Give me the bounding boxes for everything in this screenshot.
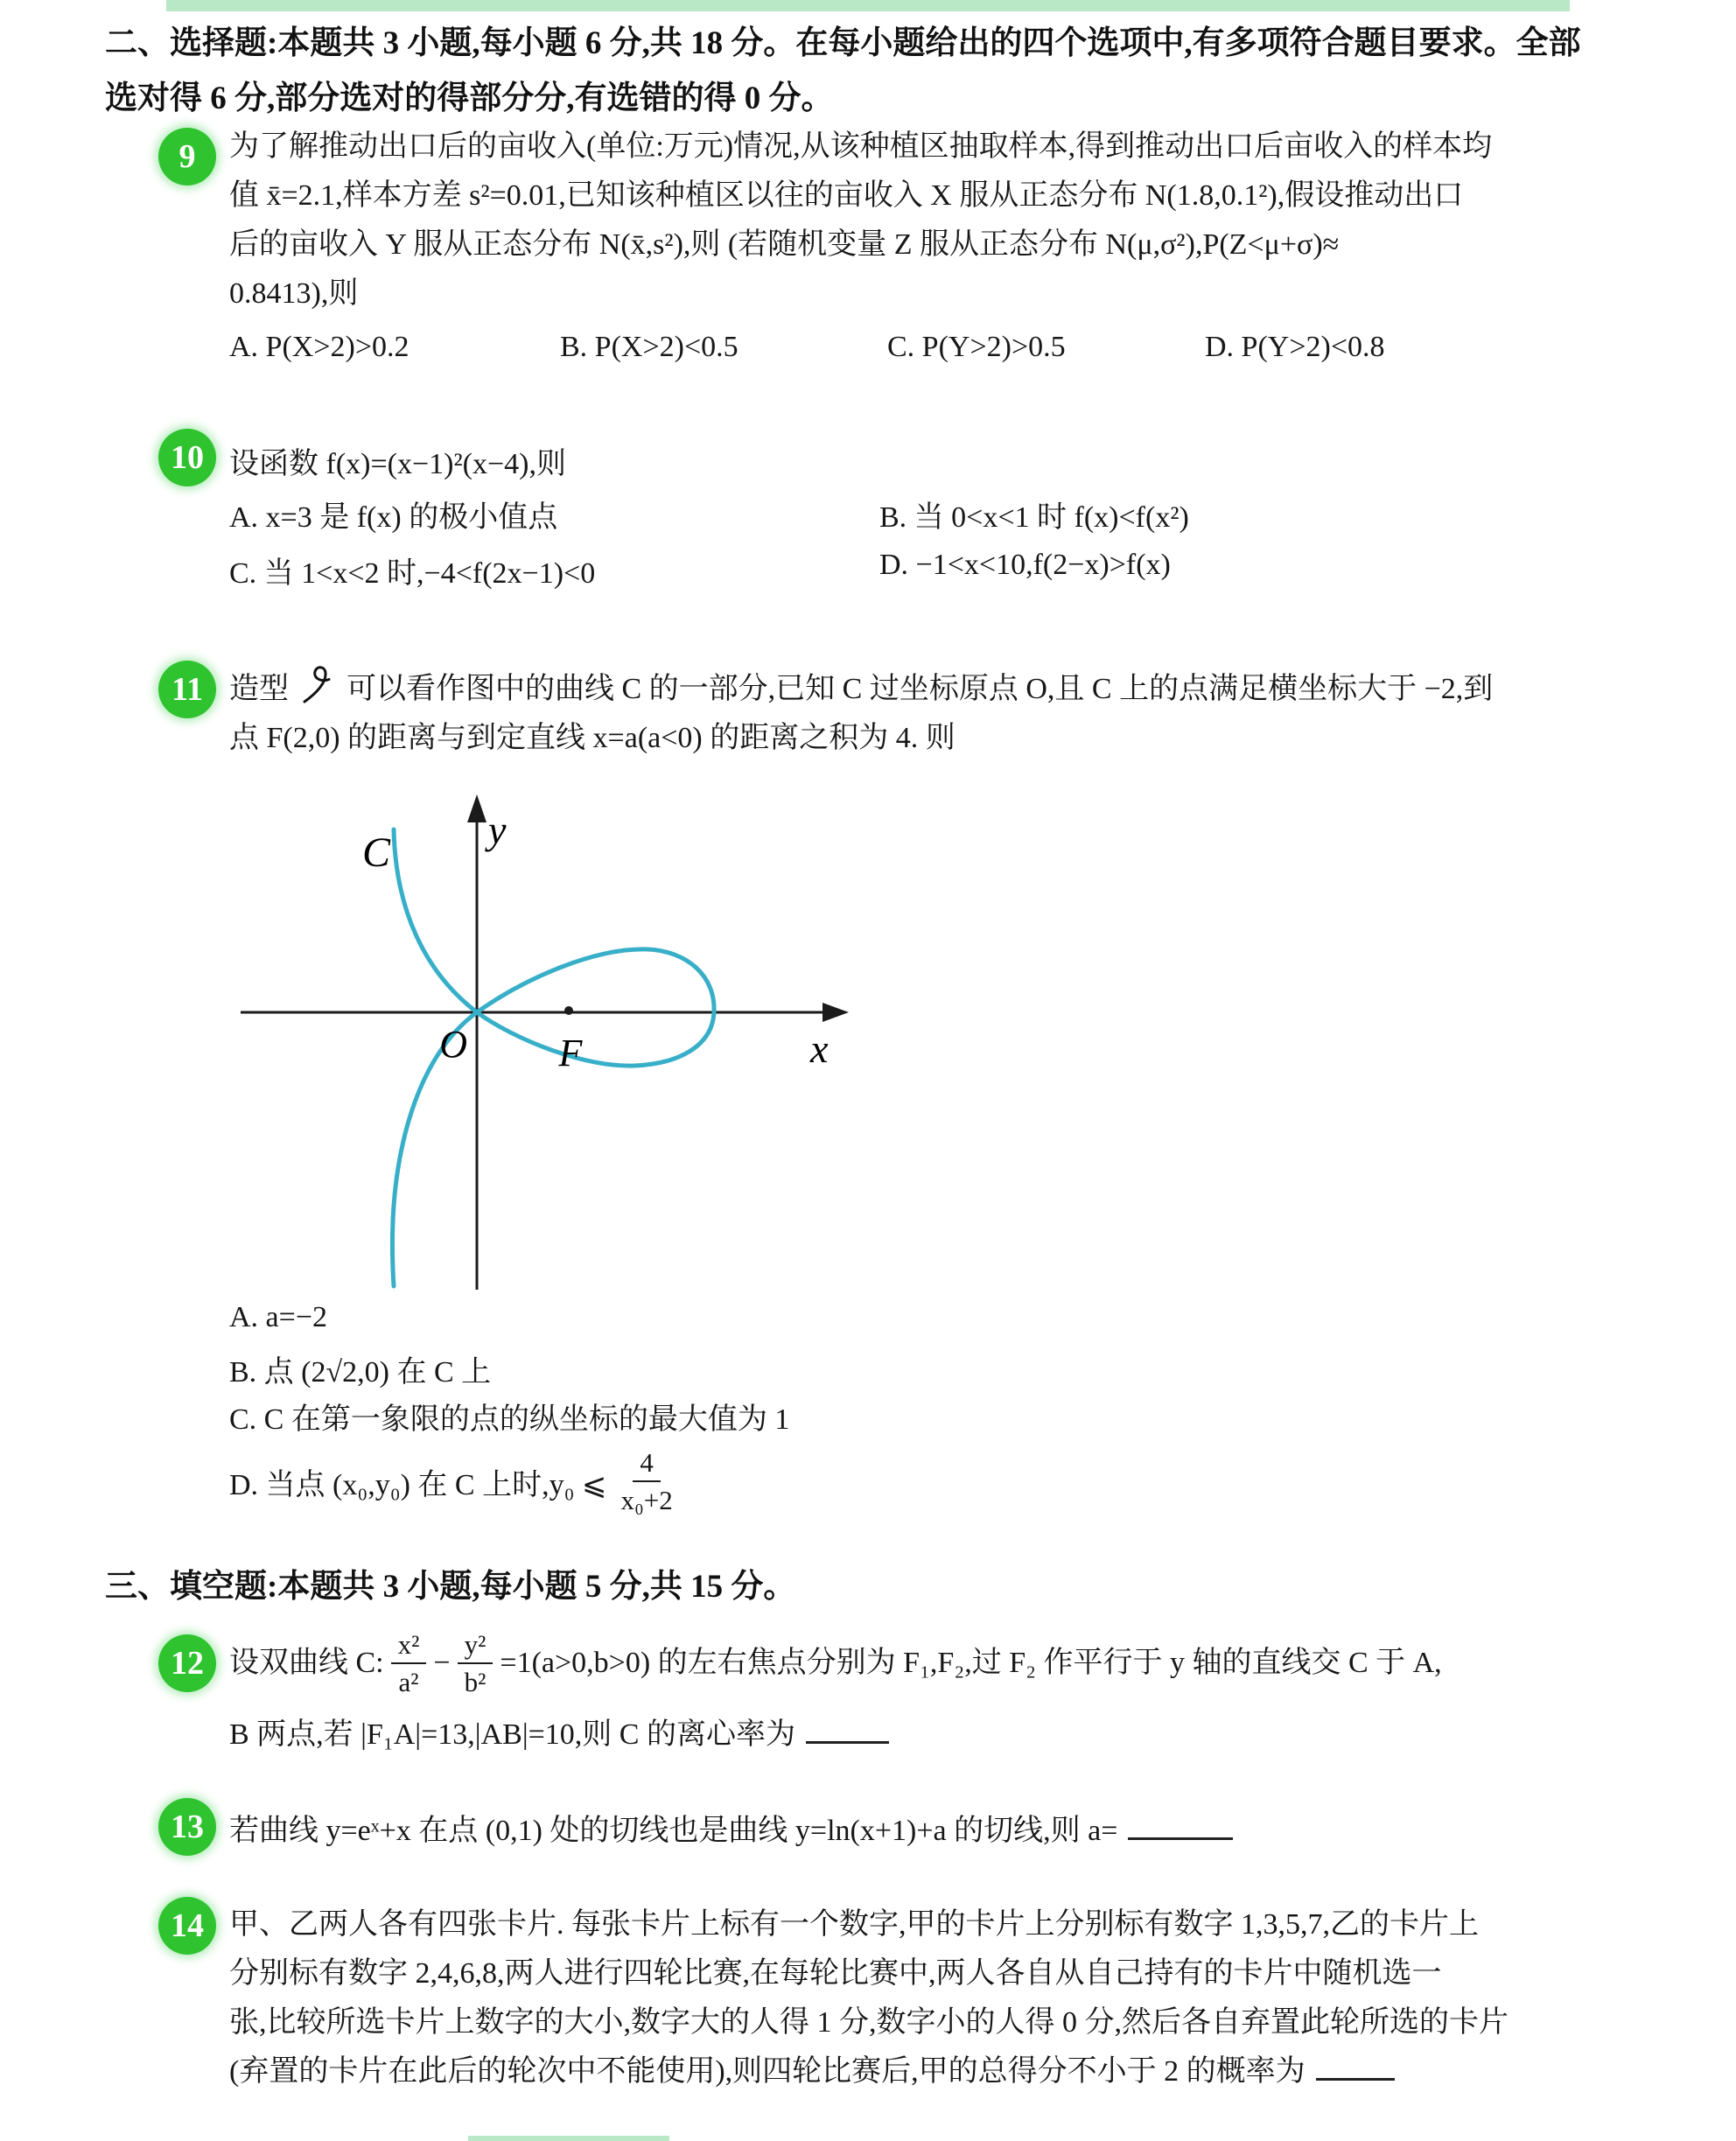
origin-label: O (439, 1023, 467, 1066)
curve-loop (477, 949, 714, 1066)
fraction-denominator: a² (398, 1667, 419, 1697)
fraction-numerator: x² (391, 1628, 427, 1664)
curve-label: C (361, 829, 391, 876)
y-axis-arrow-icon (467, 794, 486, 822)
question-9-option-b: B. P(X>2)<0.5 (560, 331, 738, 363)
question-11-number: 11 (172, 671, 203, 708)
question-11-stem-line1-text: 可以看作图中的曲线 C 的一部分,已知 C 过坐标原点 O,且 C 上的点满足横坐标大于 −2,到 (346, 673, 1494, 705)
question-13-number: 13 (171, 1809, 204, 1845)
question-9-option-a: A. P(X>2)>0.2 (229, 331, 410, 363)
section-blank-heading: 三、填空题:本题共 3 小题,每小题 5 分,共 15 分。 (105, 1569, 796, 1605)
fraction-denominator: x₀+2 (620, 1485, 673, 1515)
question-14-stem-line1: 甲、乙两人各有四张卡片. 每张卡片上标有一个数字,甲的卡片上分别标有数字 1,3,5,7,乙的卡片上 (229, 1908, 1479, 1941)
x-axis-arrow-icon (822, 1003, 849, 1022)
question-14-stem (229, 1900, 1508, 2096)
top-accent-bar (166, 0, 1570, 11)
section-choice-heading (105, 16, 1671, 126)
knot-curve-icon (298, 663, 338, 719)
question-11-option-a: A. a=−2 (229, 1301, 327, 1333)
question-9-stem-line4: 0.8413),则 (229, 277, 359, 310)
bottom-accent-bar (468, 2136, 669, 2141)
question-9-option-d: D. P(Y>2)<0.8 (1205, 331, 1385, 363)
question-12-line2 (229, 1711, 889, 1760)
question-11-option-c: C. C 在第一象限的点的纵坐标的最大值为 1 (229, 1403, 790, 1436)
section-choice-heading-line1: 二、选择题:本题共 3 小题,每小题 6 分,共 18 分。在每小题给出的四个选项中,有多项符合题目要求。全部 (105, 25, 1581, 61)
y-axis-label: y (488, 808, 507, 852)
question-14-stem-line4 (229, 2047, 1508, 2096)
question-9-stem-line3: 后的亩收入 Y 服从正态分布 N(x̄,s²),则 (若随机变量 Z 服从正态分布 N(μ,σ²),P(Z<μ+σ)≈ (229, 228, 1340, 261)
question-12-stem-line1 (229, 1608, 1442, 1718)
focus-point-dot (564, 1006, 573, 1015)
question-14-number: 14 (171, 1907, 204, 1944)
question-9-stem-line2: 值 x̄=2.1,样本方差 s²=0.01,已知该种植区以往的亩收入 X 服从正态分布 N(1.8,0.1²),假设推动出口 (229, 179, 1464, 212)
question-13-text: 若曲线 y=eˣ+x 在点 (0,1) 处的切线也是曲线 y=ln(x+1)+a 的切线,则 a= (229, 1815, 1118, 1847)
question-11-stem-line1 (229, 663, 1493, 719)
section-choice-heading-line2: 选对得 6 分,部分选对的得部分分,有选错的得 0 分。 (105, 80, 834, 116)
question-10-option-d: D. −1<x<10,f(2−x)>f(x) (879, 549, 1171, 581)
question-11-option-d-text: D. 当点 (x₀,y₀) 在 C 上时,y₀ ⩽ (229, 1468, 607, 1501)
question-11-stem-line2: 点 F(2,0) 的距离与到定直线 x=a(a<0) 的距离之积为 4. 则 (229, 722, 956, 754)
question-14-stem-line2: 分别标有数字 2,4,6,8,两人进行四轮比赛,在每轮比赛中,两人各自从自己持有的卡片中随机选一 (229, 1957, 1442, 1990)
question-13-stem (229, 1807, 1233, 1856)
question-13-badge (158, 1798, 216, 1856)
question-9-stem-line1: 为了解推动出口后的亩收入(单位:万元)情况,从该种植区抽取样本,得到推动出口后亩收入的样本均 (229, 130, 1493, 163)
question-14-stem-line3: 张,比较所选卡片上数字的大小,数字大的人得 1 分,数字小的人得 0 分,然后各自弃置此轮所选的卡片 (229, 2006, 1508, 2039)
question-12-line2-text: B 两点,若 |F₁A|=13,|AB|=10,则 C 的离心率为 (229, 1718, 795, 1751)
curve-upper-branch (394, 829, 477, 1012)
question-10-stem: 设函数 f(x)=(x−1)²(x−4),则 (229, 448, 566, 480)
fraction-numerator: 4 (633, 1446, 661, 1482)
question-9-stem (229, 122, 1492, 318)
question-9-option-c: C. P(Y>2)>0.5 (887, 331, 1066, 363)
blank-underline (1128, 1811, 1233, 1840)
minus-sign: − (433, 1647, 451, 1679)
question-10-option-a: A. x=3 是 f(x) 的极小值点 (229, 501, 558, 534)
curve-figure (175, 768, 919, 1293)
question-10-option-c: C. 当 1<x<2 时,−4<f(2x−1)<0 (229, 557, 596, 590)
focus-label: F (558, 1032, 583, 1074)
fraction-denominator: b² (464, 1667, 486, 1697)
question-10-option-b: B. 当 0<x<1 时 f(x)<f(x²) (879, 501, 1189, 534)
question-11-stem-pre: 造型 (229, 673, 289, 705)
question-9-badge (158, 128, 216, 185)
blank-underline (806, 1715, 889, 1744)
question-14-stem-line4-text: (弃置的卡片在此后的轮次中不能使用),则四轮比赛后,甲的总得分不小于 2 的概率为 (229, 2055, 1306, 2088)
x-axis-label: x (810, 1026, 829, 1071)
question-12-fraction-2 (458, 1628, 494, 1698)
fraction-numerator: y² (458, 1628, 494, 1664)
question-11-option-b: B. 点 (2√2,0) 在 C 上 (229, 1356, 492, 1389)
question-12-badge (158, 1634, 216, 1692)
question-9-number: 9 (178, 138, 196, 175)
blank-underline (1316, 2052, 1395, 2081)
question-12-fraction-1 (391, 1628, 427, 1698)
question-12-stem-pre: 设双曲线 C: (229, 1647, 384, 1679)
question-11-option-d-fraction (613, 1446, 679, 1516)
question-10-number: 10 (171, 439, 204, 476)
question-11-option-d (229, 1433, 687, 1529)
question-10-badge (158, 429, 216, 486)
question-14-badge (158, 1897, 216, 1955)
question-11-badge (158, 661, 216, 718)
question-12-stem-post: =1(a>0,b>0) 的左右焦点分别为 F₁,F₂,过 F₂ 作平行于 y 轴的直线交 C 于 A, (500, 1647, 1442, 1679)
question-12-number: 12 (171, 1645, 204, 1682)
